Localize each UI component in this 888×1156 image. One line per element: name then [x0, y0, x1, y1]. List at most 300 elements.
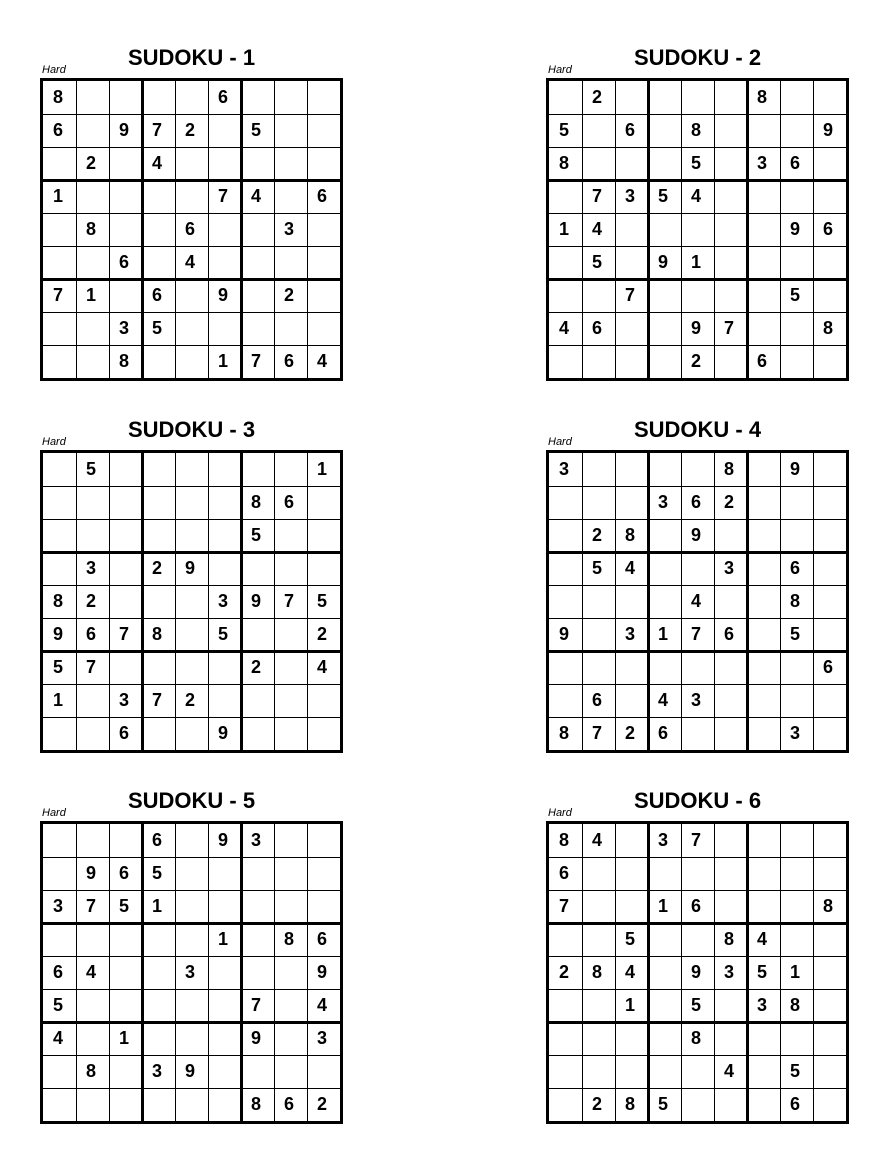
sudoku-cell[interactable]: 6 [724, 624, 735, 644]
sudoku-cell[interactable] [109, 81, 142, 114]
sudoku-cell[interactable] [43, 923, 76, 956]
sudoku-cell[interactable] [43, 552, 76, 585]
sudoku-cell[interactable] [43, 519, 76, 552]
sudoku-cell[interactable]: 8 [251, 1094, 262, 1114]
sudoku-cell[interactable] [274, 552, 307, 585]
sudoku-cell[interactable]: 8 [724, 459, 735, 479]
sudoku-cell[interactable] [241, 81, 274, 114]
sudoku-cell[interactable] [714, 684, 747, 717]
sudoku-cell[interactable]: 8 [53, 591, 64, 611]
sudoku-cell[interactable] [241, 147, 274, 180]
sudoku-cell[interactable]: 3 [559, 459, 570, 479]
sudoku-cell[interactable] [714, 989, 747, 1022]
sudoku-cell[interactable]: 9 [559, 624, 570, 644]
sudoku-cell[interactable] [648, 345, 681, 378]
sudoku-cell[interactable] [813, 824, 846, 857]
sudoku-cell[interactable]: 3 [119, 318, 130, 338]
sudoku-cell[interactable]: 7 [691, 830, 702, 850]
sudoku-cell[interactable] [582, 486, 615, 519]
sudoku-cell[interactable] [780, 651, 813, 684]
sudoku-cell[interactable]: 6 [119, 252, 130, 272]
sudoku-cell[interactable] [780, 486, 813, 519]
sudoku-cell[interactable] [208, 312, 241, 345]
sudoku-cell[interactable] [648, 857, 681, 890]
sudoku-cell[interactable]: 3 [119, 690, 130, 710]
sudoku-cell[interactable]: 2 [152, 558, 163, 578]
sudoku-cell[interactable]: 6 [185, 219, 196, 239]
sudoku-cell[interactable] [582, 1055, 615, 1088]
sudoku-cell[interactable]: 5 [790, 1061, 801, 1081]
sudoku-cell[interactable] [307, 1055, 340, 1088]
sudoku-cell[interactable] [780, 684, 813, 717]
sudoku-cell[interactable] [208, 147, 241, 180]
sudoku-cell[interactable]: 1 [119, 1028, 130, 1048]
sudoku-cell[interactable] [208, 552, 241, 585]
sudoku-cell[interactable] [681, 923, 714, 956]
sudoku-cell[interactable] [175, 890, 208, 923]
sudoku-cell[interactable]: 4 [625, 558, 636, 578]
sudoku-cell[interactable]: 8 [559, 723, 570, 743]
sudoku-cell[interactable]: 5 [152, 318, 163, 338]
sudoku-cell[interactable] [582, 453, 615, 486]
sudoku-cell[interactable]: 3 [658, 830, 669, 850]
sudoku-cell[interactable] [714, 1088, 747, 1121]
sudoku-cell[interactable]: 9 [658, 252, 669, 272]
sudoku-cell[interactable] [175, 585, 208, 618]
sudoku-cell[interactable]: 8 [625, 525, 636, 545]
sudoku-cell[interactable] [681, 1055, 714, 1088]
sudoku-cell[interactable] [714, 81, 747, 114]
sudoku-cell[interactable] [648, 519, 681, 552]
sudoku-cell[interactable] [780, 923, 813, 956]
sudoku-cell[interactable] [615, 453, 648, 486]
sudoku-cell[interactable] [582, 114, 615, 147]
sudoku-cell[interactable] [780, 890, 813, 923]
sudoku-cell[interactable] [241, 213, 274, 246]
sudoku-cell[interactable] [43, 1088, 76, 1121]
sudoku-cell[interactable] [142, 651, 175, 684]
sudoku-cell[interactable]: 9 [790, 219, 801, 239]
sudoku-cell[interactable]: 2 [559, 962, 570, 982]
sudoku-cell[interactable] [109, 824, 142, 857]
sudoku-cell[interactable]: 8 [152, 624, 163, 644]
sudoku-cell[interactable] [109, 989, 142, 1022]
sudoku-cell[interactable]: 3 [53, 896, 64, 916]
sudoku-cell[interactable]: 5 [53, 995, 64, 1015]
sudoku-cell[interactable]: 6 [86, 624, 97, 644]
sudoku-cell[interactable] [681, 1088, 714, 1121]
sudoku-cell[interactable]: 2 [691, 351, 702, 371]
sudoku-cell[interactable]: 7 [691, 624, 702, 644]
sudoku-cell[interactable] [109, 279, 142, 312]
sudoku-cell[interactable] [681, 213, 714, 246]
sudoku-cell[interactable] [43, 246, 76, 279]
sudoku-cell[interactable] [208, 246, 241, 279]
sudoku-cell[interactable]: 5 [152, 863, 163, 883]
sudoku-cell[interactable] [714, 213, 747, 246]
sudoku-cell[interactable] [274, 1022, 307, 1055]
sudoku-cell[interactable] [813, 956, 846, 989]
sudoku-cell[interactable]: 3 [658, 492, 669, 512]
sudoku-cell[interactable] [241, 1055, 274, 1088]
sudoku-cell[interactable]: 8 [790, 591, 801, 611]
sudoku-cell[interactable] [208, 890, 241, 923]
sudoku-cell[interactable] [175, 717, 208, 750]
sudoku-cell[interactable] [780, 1022, 813, 1055]
sudoku-cell[interactable] [813, 486, 846, 519]
sudoku-cell[interactable] [76, 1022, 109, 1055]
sudoku-cell[interactable] [549, 279, 582, 312]
sudoku-cell[interactable] [615, 246, 648, 279]
sudoku-cell[interactable] [747, 857, 780, 890]
sudoku-cell[interactable] [208, 213, 241, 246]
sudoku-cell[interactable] [109, 147, 142, 180]
sudoku-cell[interactable] [549, 345, 582, 378]
sudoku-cell[interactable]: 7 [119, 624, 130, 644]
sudoku-cell[interactable]: 6 [559, 863, 570, 883]
sudoku-cell[interactable] [714, 824, 747, 857]
sudoku-cell[interactable] [274, 857, 307, 890]
sudoku-cell[interactable]: 7 [724, 318, 735, 338]
sudoku-cell[interactable] [307, 147, 340, 180]
sudoku-cell[interactable]: 3 [185, 962, 196, 982]
sudoku-cell[interactable] [747, 519, 780, 552]
sudoku-cell[interactable]: 5 [625, 929, 636, 949]
sudoku-cell[interactable] [274, 312, 307, 345]
sudoku-cell[interactable] [549, 1055, 582, 1088]
sudoku-cell[interactable]: 4 [317, 351, 328, 371]
sudoku-cell[interactable]: 8 [86, 1061, 97, 1081]
sudoku-cell[interactable] [813, 1022, 846, 1055]
sudoku-cell[interactable] [208, 1088, 241, 1121]
sudoku-cell[interactable]: 1 [53, 186, 64, 206]
sudoku-cell[interactable] [549, 180, 582, 213]
sudoku-cell[interactable]: 6 [790, 558, 801, 578]
sudoku-cell[interactable] [208, 956, 241, 989]
sudoku-cell[interactable] [175, 345, 208, 378]
sudoku-cell[interactable] [747, 824, 780, 857]
sudoku-cell[interactable]: 7 [625, 285, 636, 305]
sudoku-cell[interactable] [615, 585, 648, 618]
sudoku-cell[interactable]: 5 [592, 252, 603, 272]
sudoku-cell[interactable] [747, 180, 780, 213]
sudoku-cell[interactable]: 2 [317, 624, 328, 644]
sudoku-cell[interactable] [109, 552, 142, 585]
sudoku-cell[interactable] [307, 81, 340, 114]
sudoku-cell[interactable]: 6 [592, 690, 603, 710]
sudoku-cell[interactable]: 8 [251, 492, 262, 512]
sudoku-cell[interactable] [142, 519, 175, 552]
sudoku-cell[interactable] [714, 180, 747, 213]
sudoku-cell[interactable] [549, 486, 582, 519]
sudoku-cell[interactable]: 4 [559, 318, 570, 338]
sudoku-cell[interactable]: 6 [317, 186, 328, 206]
sudoku-cell[interactable]: 6 [152, 285, 163, 305]
sudoku-cell[interactable]: 5 [790, 624, 801, 644]
sudoku-cell[interactable]: 2 [317, 1094, 328, 1114]
sudoku-cell[interactable] [307, 717, 340, 750]
sudoku-cell[interactable] [747, 684, 780, 717]
sudoku-cell[interactable] [43, 312, 76, 345]
sudoku-cell[interactable] [714, 519, 747, 552]
sudoku-cell[interactable] [747, 213, 780, 246]
sudoku-cell[interactable]: 6 [790, 153, 801, 173]
sudoku-cell[interactable] [241, 279, 274, 312]
sudoku-cell[interactable]: 7 [152, 690, 163, 710]
sudoku-cell[interactable]: 9 [53, 624, 64, 644]
sudoku-cell[interactable]: 8 [691, 1028, 702, 1048]
sudoku-cell[interactable] [549, 519, 582, 552]
sudoku-cell[interactable] [615, 345, 648, 378]
sudoku-cell[interactable] [274, 956, 307, 989]
sudoku-cell[interactable] [109, 213, 142, 246]
sudoku-cell[interactable] [813, 147, 846, 180]
sudoku-cell[interactable] [175, 857, 208, 890]
sudoku-cell[interactable] [747, 1088, 780, 1121]
sudoku-cell[interactable] [208, 114, 241, 147]
sudoku-cell[interactable] [307, 519, 340, 552]
sudoku-cell[interactable] [109, 956, 142, 989]
sudoku-cell[interactable] [142, 717, 175, 750]
sudoku-cell[interactable] [142, 246, 175, 279]
sudoku-cell[interactable] [76, 486, 109, 519]
sudoku-cell[interactable] [109, 519, 142, 552]
sudoku-cell[interactable]: 8 [790, 995, 801, 1015]
sudoku-cell[interactable]: 5 [251, 120, 262, 140]
sudoku-cell[interactable]: 7 [592, 186, 603, 206]
sudoku-cell[interactable] [307, 114, 340, 147]
sudoku-cell[interactable] [714, 717, 747, 750]
sudoku-cell[interactable] [43, 345, 76, 378]
sudoku-cell[interactable]: 2 [86, 591, 97, 611]
sudoku-cell[interactable] [813, 246, 846, 279]
sudoku-cell[interactable] [241, 453, 274, 486]
sudoku-cell[interactable]: 4 [86, 962, 97, 982]
sudoku-cell[interactable] [307, 312, 340, 345]
sudoku-cell[interactable] [681, 279, 714, 312]
sudoku-cell[interactable] [43, 453, 76, 486]
sudoku-cell[interactable] [813, 1055, 846, 1088]
sudoku-cell[interactable] [274, 717, 307, 750]
sudoku-cell[interactable] [714, 345, 747, 378]
sudoku-cell[interactable] [43, 1055, 76, 1088]
sudoku-cell[interactable]: 8 [559, 153, 570, 173]
sudoku-cell[interactable]: 6 [218, 87, 229, 107]
sudoku-cell[interactable] [274, 1055, 307, 1088]
sudoku-cell[interactable]: 6 [284, 351, 295, 371]
sudoku-cell[interactable] [813, 923, 846, 956]
sudoku-cell[interactable] [307, 824, 340, 857]
sudoku-cell[interactable] [274, 246, 307, 279]
sudoku-cell[interactable]: 2 [86, 153, 97, 173]
sudoku-cell[interactable] [582, 923, 615, 956]
sudoku-cell[interactable] [76, 312, 109, 345]
sudoku-cell[interactable] [780, 345, 813, 378]
sudoku-cell[interactable]: 9 [691, 525, 702, 545]
sudoku-cell[interactable] [142, 989, 175, 1022]
sudoku-cell[interactable]: 6 [152, 830, 163, 850]
sudoku-cell[interactable] [648, 989, 681, 1022]
sudoku-cell[interactable] [241, 312, 274, 345]
sudoku-cell[interactable] [648, 956, 681, 989]
sudoku-cell[interactable]: 7 [251, 995, 262, 1015]
sudoku-cell[interactable]: 4 [251, 186, 262, 206]
sudoku-cell[interactable]: 4 [185, 252, 196, 272]
sudoku-cell[interactable] [274, 684, 307, 717]
sudoku-cell[interactable] [175, 1022, 208, 1055]
sudoku-cell[interactable] [175, 180, 208, 213]
sudoku-cell[interactable]: 6 [53, 962, 64, 982]
sudoku-cell[interactable]: 8 [724, 929, 735, 949]
sudoku-cell[interactable]: 8 [823, 318, 834, 338]
sudoku-cell[interactable] [549, 923, 582, 956]
sudoku-cell[interactable]: 4 [592, 830, 603, 850]
sudoku-cell[interactable] [714, 585, 747, 618]
sudoku-cell[interactable]: 6 [284, 492, 295, 512]
sudoku-cell[interactable]: 9 [218, 830, 229, 850]
sudoku-cell[interactable] [274, 890, 307, 923]
sudoku-cell[interactable] [43, 857, 76, 890]
sudoku-cell[interactable] [43, 147, 76, 180]
sudoku-cell[interactable]: 9 [823, 120, 834, 140]
sudoku-cell[interactable] [175, 824, 208, 857]
sudoku-cell[interactable]: 9 [218, 723, 229, 743]
sudoku-cell[interactable] [813, 717, 846, 750]
sudoku-cell[interactable] [549, 246, 582, 279]
sudoku-cell[interactable]: 7 [592, 723, 603, 743]
sudoku-cell[interactable] [76, 989, 109, 1022]
sudoku-cell[interactable] [780, 81, 813, 114]
sudoku-cell[interactable] [648, 552, 681, 585]
sudoku-cell[interactable]: 2 [251, 657, 262, 677]
sudoku-cell[interactable] [142, 486, 175, 519]
sudoku-cell[interactable] [747, 1022, 780, 1055]
sudoku-cell[interactable]: 5 [559, 120, 570, 140]
sudoku-cell[interactable] [549, 989, 582, 1022]
sudoku-cell[interactable] [780, 857, 813, 890]
sudoku-cell[interactable]: 2 [724, 492, 735, 512]
sudoku-cell[interactable] [747, 312, 780, 345]
sudoku-cell[interactable] [747, 246, 780, 279]
sudoku-cell[interactable] [615, 486, 648, 519]
sudoku-cell[interactable]: 4 [724, 1061, 735, 1081]
sudoku-cell[interactable]: 3 [625, 186, 636, 206]
sudoku-cell[interactable] [681, 857, 714, 890]
sudoku-cell[interactable] [307, 486, 340, 519]
sudoku-cell[interactable] [780, 246, 813, 279]
sudoku-cell[interactable] [615, 824, 648, 857]
sudoku-cell[interactable] [813, 585, 846, 618]
sudoku-cell[interactable] [813, 989, 846, 1022]
sudoku-cell[interactable]: 7 [53, 285, 64, 305]
sudoku-cell[interactable] [142, 1088, 175, 1121]
sudoku-cell[interactable] [615, 213, 648, 246]
sudoku-cell[interactable] [714, 147, 747, 180]
sudoku-cell[interactable] [208, 857, 241, 890]
sudoku-cell[interactable] [747, 1055, 780, 1088]
sudoku-cell[interactable] [208, 486, 241, 519]
sudoku-cell[interactable]: 7 [86, 896, 97, 916]
sudoku-cell[interactable] [747, 114, 780, 147]
sudoku-cell[interactable] [813, 519, 846, 552]
sudoku-cell[interactable] [813, 857, 846, 890]
sudoku-cell[interactable]: 5 [691, 153, 702, 173]
sudoku-cell[interactable] [175, 651, 208, 684]
sudoku-cell[interactable] [142, 213, 175, 246]
sudoku-cell[interactable] [747, 890, 780, 923]
sudoku-cell[interactable] [76, 519, 109, 552]
sudoku-cell[interactable]: 6 [691, 492, 702, 512]
sudoku-cell[interactable]: 9 [251, 591, 262, 611]
sudoku-cell[interactable] [780, 114, 813, 147]
sudoku-cell[interactable] [274, 618, 307, 651]
sudoku-cell[interactable] [582, 585, 615, 618]
sudoku-cell[interactable] [43, 486, 76, 519]
sudoku-cell[interactable]: 8 [823, 896, 834, 916]
sudoku-cell[interactable] [549, 81, 582, 114]
sudoku-cell[interactable]: 1 [218, 929, 229, 949]
sudoku-cell[interactable]: 9 [86, 863, 97, 883]
sudoku-cell[interactable]: 1 [218, 351, 229, 371]
sudoku-cell[interactable] [582, 345, 615, 378]
sudoku-cell[interactable]: 6 [53, 120, 64, 140]
sudoku-cell[interactable]: 4 [592, 219, 603, 239]
sudoku-cell[interactable] [208, 651, 241, 684]
sudoku-cell[interactable]: 3 [86, 558, 97, 578]
sudoku-cell[interactable]: 6 [119, 723, 130, 743]
sudoku-cell[interactable]: 1 [559, 219, 570, 239]
sudoku-cell[interactable] [142, 956, 175, 989]
sudoku-cell[interactable]: 5 [658, 186, 669, 206]
sudoku-cell[interactable]: 9 [317, 962, 328, 982]
sudoku-cell[interactable] [109, 923, 142, 956]
sudoku-cell[interactable] [109, 180, 142, 213]
sudoku-cell[interactable]: 9 [119, 120, 130, 140]
sudoku-cell[interactable]: 4 [152, 153, 163, 173]
sudoku-cell[interactable] [681, 651, 714, 684]
sudoku-cell[interactable] [714, 279, 747, 312]
sudoku-cell[interactable] [648, 585, 681, 618]
sudoku-cell[interactable] [648, 453, 681, 486]
sudoku-cell[interactable]: 2 [592, 1094, 603, 1114]
sudoku-cell[interactable] [549, 651, 582, 684]
sudoku-cell[interactable] [274, 180, 307, 213]
sudoku-cell[interactable]: 8 [691, 120, 702, 140]
sudoku-cell[interactable]: 6 [790, 1094, 801, 1114]
sudoku-cell[interactable] [714, 857, 747, 890]
sudoku-cell[interactable] [813, 684, 846, 717]
sudoku-cell[interactable]: 3 [724, 962, 735, 982]
sudoku-cell[interactable] [648, 651, 681, 684]
sudoku-cell[interactable]: 6 [691, 896, 702, 916]
sudoku-cell[interactable]: 5 [86, 459, 97, 479]
sudoku-cell[interactable] [681, 453, 714, 486]
sudoku-cell[interactable] [615, 147, 648, 180]
sudoku-cell[interactable] [307, 279, 340, 312]
sudoku-cell[interactable] [175, 1088, 208, 1121]
sudoku-cell[interactable]: 5 [757, 962, 768, 982]
sudoku-cell[interactable] [648, 1022, 681, 1055]
sudoku-cell[interactable] [648, 312, 681, 345]
sudoku-cell[interactable] [241, 857, 274, 890]
sudoku-cell[interactable] [208, 1055, 241, 1088]
sudoku-cell[interactable] [681, 81, 714, 114]
sudoku-cell[interactable] [780, 824, 813, 857]
sudoku-cell[interactable] [76, 114, 109, 147]
sudoku-cell[interactable] [813, 345, 846, 378]
sudoku-cell[interactable] [582, 651, 615, 684]
sudoku-cell[interactable] [208, 989, 241, 1022]
